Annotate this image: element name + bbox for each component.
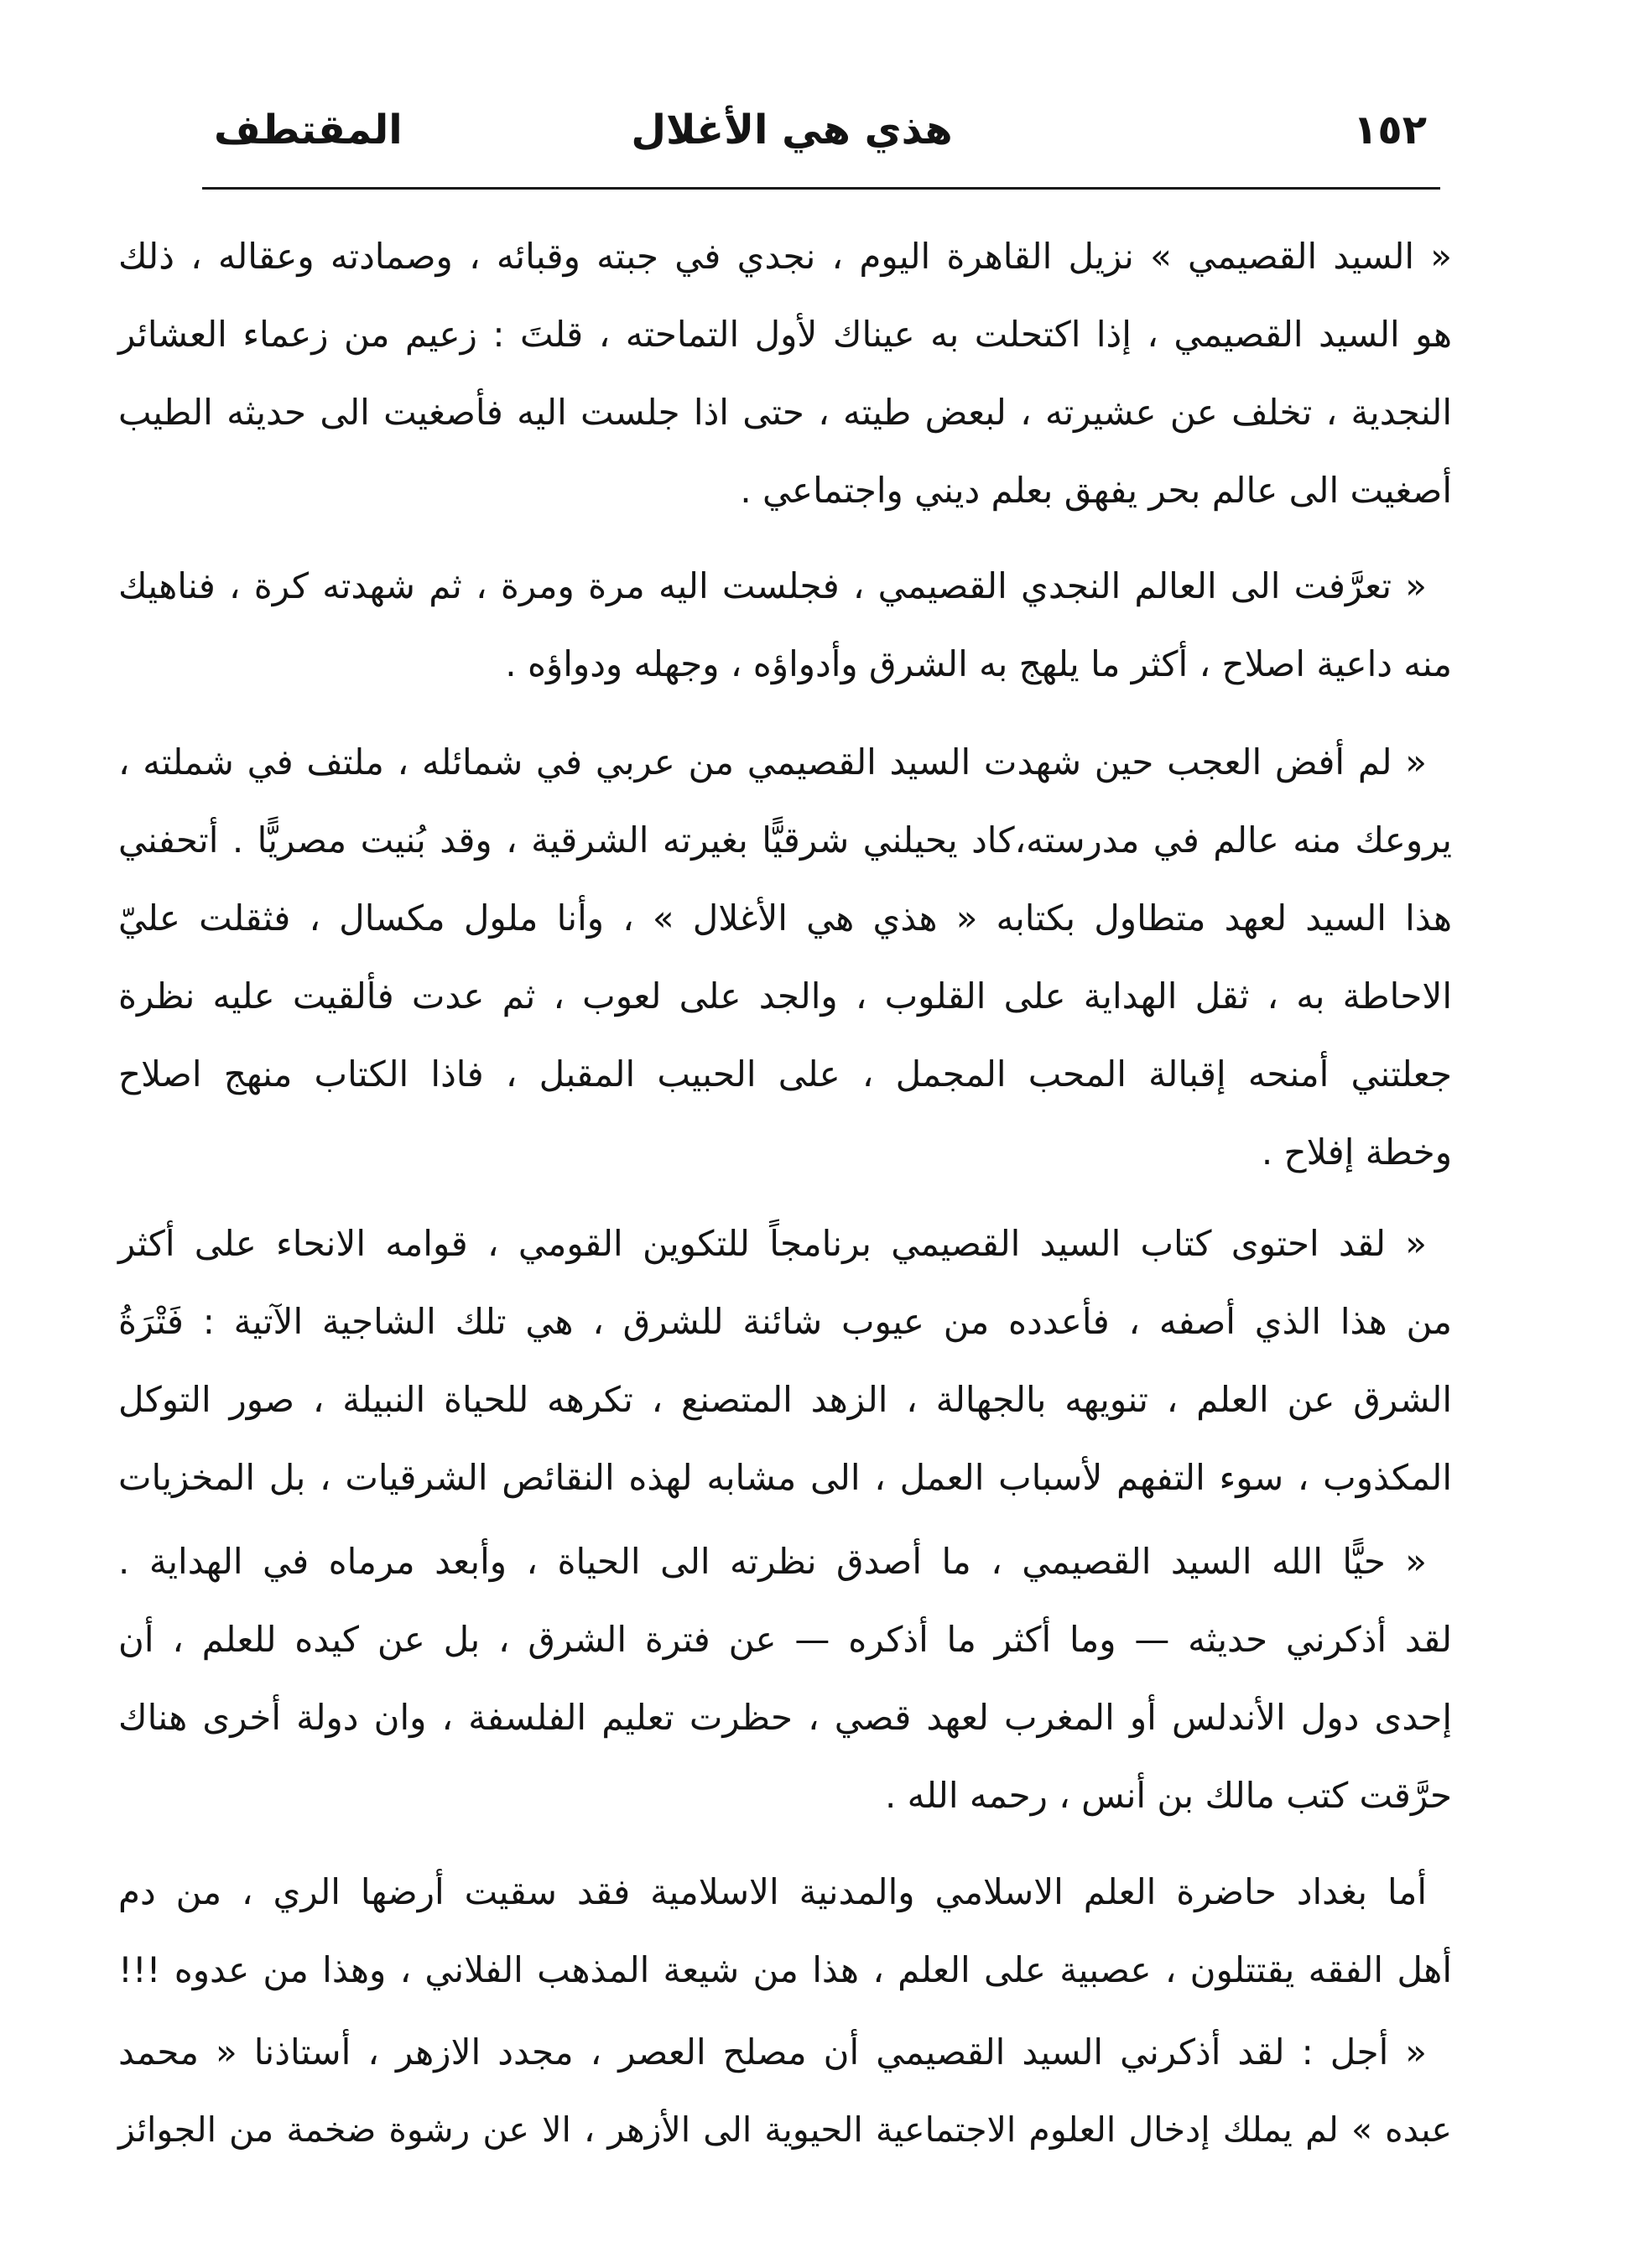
paragraph: [118, 1204, 1452, 1516]
text-line: « حيًّا الله السيد القصيمي ، ما أصدق نظرته الى الحياة ، وأبعد مرماه في الهداية .: [118, 1541, 1427, 1582]
text-line: من هذا الذي أصفه ، فأعدده من عيوب شائنة للشرق ، هي تلك الشاجية الآتية : فَتْرَةُ: [118, 1301, 1452, 1342]
page-number: ١٥٢: [1353, 107, 1427, 153]
paragraph: [118, 2013, 1452, 2169]
journal-name: المقتطف: [214, 107, 403, 153]
text-line: أصغيت الى عالم بحر يفهق بعلم ديني واجتماعي .: [740, 470, 1452, 511]
text-line: هو السيد القصيمي ، إذا اكتحلت به عيناك لأول التماحته ، قلتَ : زعيم من زعماء العشائر: [118, 314, 1452, 355]
header-rule: [202, 187, 1440, 190]
paragraph: [118, 547, 1452, 703]
text-line: النجدية ، تخلف عن عشيرته ، لبعض طيته ، حتى اذا جلست اليه فأصغيت الى حديثه الطيب: [118, 392, 1452, 433]
text-line: أهل الفقه يقتتلون ، عصبية على العلم ، هذا من شيعة المذهب الفلاني ، وهذا من عدوه !!!: [118, 1949, 1452, 1990]
paragraph: [118, 723, 1452, 1191]
text-line: حرَّقت كتب مالك بن أنس ، رحمه الله .: [884, 1775, 1452, 1816]
paragraph: [118, 217, 1452, 529]
paragraph: [118, 1522, 1452, 1834]
text-line: الاحاطة به ، ثقل الهداية على القلوب ، والجد على لعوب ، ثم عدت فألقيت عليه نظرة: [118, 975, 1452, 1017]
text-line: « أجل : لقد أذكرني السيد القصيمي أن مصلح العصر ، مجدد الازهر ، أستاذنا « محمد: [118, 2031, 1427, 2073]
text-line: جعلتني أمنحه إقبالة المحب المجمل ، على الحبيب المقبل ، فاذا الكتاب منهج اصلاح: [118, 1053, 1452, 1095]
paragraph: [118, 1853, 1452, 2009]
text-line: وخطة إفلاح .: [1261, 1131, 1452, 1173]
text-line: يروعك منه عالم في مدرسته،كاد يحيلني شرقيًّا بغيرته الشرقية ، وقد بُنيت مصريًّا . أتحفني: [118, 819, 1452, 861]
text-line: الشرق عن العلم ، تنويهه بالجهالة ، الزهد المتصنع ، تكرهه للحياة النبيلة ، صور التوكل: [118, 1379, 1452, 1420]
text-line: هذا السيد لعهد متطاول بكتابه « هذي هي الأغلال » ، وأنا ملول مكسال ، فثقلت عليّ: [118, 897, 1452, 939]
text-line: « تعرَّفت الى العالم النجدي القصيمي ، فجلست اليه مرة ومرة ، ثم شهدته كرة ، فناهيك: [118, 565, 1427, 606]
running-title: هذي هي الأغلال: [631, 107, 953, 153]
text-line: أما بغداد حاضرة العلم الاسلامي والمدنية الاسلامية فقد سقيت أرضها الري ، من دم: [118, 1871, 1427, 1912]
text-line: منه داعية اصلاح ، أكثر ما يلهج به الشرق وأدواؤه ، وجهله ودواؤه .: [505, 643, 1452, 684]
text-line: إحدى دول الأندلس أو المغرب لعهد قصي ، حظرت تعليم الفلسفة ، وان دولة أخرى هناك: [118, 1697, 1452, 1738]
text-line: لقد أذكرني حديثه — وما أكثر ما أذكره — عن فترة الشرق ، بل عن كيده للعلم ، أن: [118, 1619, 1452, 1660]
text-line: عبده » لم يملك إدخال العلوم الاجتماعية الحيوية الى الأزهر ، الا عن رشوة ضخمة من الجوائز: [118, 2109, 1452, 2150]
text-line: « لم أفض العجب حين شهدت السيد القصيمي من عربي في شمائله ، ملتف في شملته ،: [118, 741, 1427, 783]
text-line: « لقد احتوى كتاب السيد القصيمي برنامجاً للتكوين القومي ، قوامه الانحاء على أكثر: [118, 1223, 1427, 1264]
text-line: « السيد القصيمي » نزيل القاهرة اليوم ، نجدي في جبته وقبائه ، وصمادته وعقاله ، ذلك: [118, 236, 1452, 277]
article-body: [118, 217, 1452, 2169]
text-line: المكذوب ، سوء التفهم لأسباب العمل ، الى مشابه لهذه النقائص الشرقيات ، بل المخزيات: [118, 1457, 1452, 1498]
page-header: [0, 92, 1634, 168]
